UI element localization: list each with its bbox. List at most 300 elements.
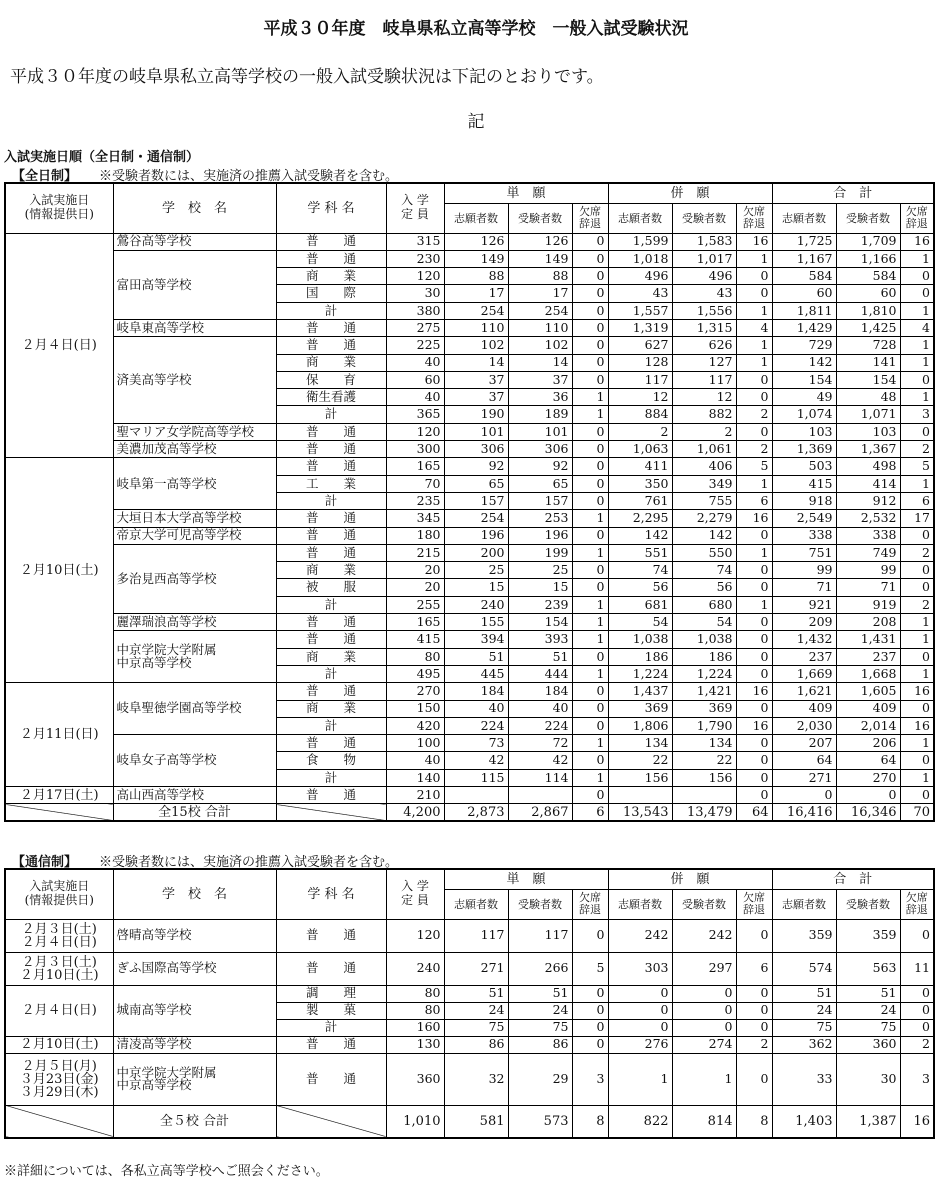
s3-cell: 0 — [572, 423, 608, 440]
s2-cell: 393 — [508, 631, 572, 648]
t1-cell: 60 — [772, 285, 836, 302]
s3-cell: 1 — [572, 665, 608, 682]
s2-cell: 157 — [508, 492, 572, 509]
table-row — [5, 787, 934, 804]
s3-cell: 5 — [572, 952, 608, 985]
department-cell: 普 通 — [276, 683, 386, 700]
school-name-cell: 城南高等学校 — [113, 985, 276, 1036]
h3-cell: 0 — [736, 371, 772, 388]
t1-cell: 75 — [772, 1019, 836, 1036]
h2-cell: 242 — [672, 919, 736, 952]
s2-cell: 40 — [508, 700, 572, 717]
t2-total-cell: 16,346 — [836, 804, 900, 821]
h3-cell: 4 — [736, 319, 772, 336]
t3-cell: 1 — [900, 250, 934, 267]
s1-cell: 200 — [444, 544, 508, 561]
h3-cell: 0 — [736, 752, 772, 769]
t1-cell: 71 — [772, 579, 836, 596]
s3-cell: 0 — [572, 250, 608, 267]
h1-cell: 1,018 — [608, 250, 672, 267]
combined-applicants-header: 志願者数 — [608, 203, 672, 233]
t1-cell: 751 — [772, 544, 836, 561]
s1-cell: 224 — [444, 717, 508, 734]
total-label-cell: 全５校 合計 — [113, 1105, 276, 1138]
cap-cell: 235 — [386, 492, 444, 509]
s3-cell: 0 — [572, 1036, 608, 1053]
single-examinees-header: 受験者数 — [508, 889, 572, 919]
h1-cell: 1,557 — [608, 302, 672, 319]
t1-cell: 338 — [772, 527, 836, 544]
h1-cell: 1 — [608, 1053, 672, 1105]
school-name-cell: 高山西高等学校 — [113, 787, 276, 804]
s3-cell: 0 — [572, 527, 608, 544]
cap-cell: 40 — [386, 354, 444, 371]
s2-cell: 254 — [508, 302, 572, 319]
total-header: 合 計 — [772, 183, 934, 203]
h1-cell: 12 — [608, 389, 672, 406]
t3-cell: 6 — [900, 492, 934, 509]
t2-cell: 359 — [836, 919, 900, 952]
cap-cell: 215 — [386, 544, 444, 561]
s1-cell: 86 — [444, 1036, 508, 1053]
cap-cell: 80 — [386, 1002, 444, 1019]
combined-absent-header: 欠席 辞退 — [736, 203, 772, 233]
s2-cell: 14 — [508, 354, 572, 371]
t3-cell: 2 — [900, 544, 934, 561]
h3-cell: 0 — [736, 648, 772, 665]
cap-cell: 210 — [386, 787, 444, 804]
h2-cell: 54 — [672, 614, 736, 631]
h3-cell: 1 — [736, 475, 772, 492]
t2-cell: 141 — [836, 354, 900, 371]
cap-cell: 380 — [386, 302, 444, 319]
total-examinees-header: 受験者数 — [836, 889, 900, 919]
cap-cell: 140 — [386, 769, 444, 786]
h1-cell: 627 — [608, 337, 672, 354]
footer-note: ※詳細については、各私立高等学校へご照会ください。 — [4, 1164, 329, 1179]
s1-cell: 25 — [444, 562, 508, 579]
school-name-cell: 多治見西高等学校 — [113, 544, 276, 613]
s1-cell: 149 — [444, 250, 508, 267]
correspondence-title: 【通信制】 — [12, 855, 78, 870]
t2-cell: 1,668 — [836, 665, 900, 682]
h3-cell: 6 — [736, 952, 772, 985]
h1-cell: 128 — [608, 354, 672, 371]
t3-cell: 1 — [900, 337, 934, 354]
h3-cell: 0 — [736, 1019, 772, 1036]
h1-cell: 1,599 — [608, 233, 672, 250]
s2-cell: 65 — [508, 475, 572, 492]
single-header: 単 願 — [444, 869, 608, 889]
s1-cell: 196 — [444, 527, 508, 544]
s1-cell: 65 — [444, 475, 508, 492]
t1-cell: 0 — [772, 787, 836, 804]
t3-cell: 17 — [900, 510, 934, 527]
school-name-cell: 聖マリア女学院高等学校 — [113, 423, 276, 440]
s1-total-cell: 581 — [444, 1105, 508, 1138]
t3-cell: 11 — [900, 952, 934, 985]
s3-cell: 1 — [572, 631, 608, 648]
t3-cell: 2 — [900, 596, 934, 613]
cap-cell: 495 — [386, 665, 444, 682]
t1-cell: 1,167 — [772, 250, 836, 267]
t1-cell: 103 — [772, 423, 836, 440]
s1-cell: 42 — [444, 752, 508, 769]
t2-cell: 0 — [836, 787, 900, 804]
s3-cell: 0 — [572, 458, 608, 475]
h3-cell: 0 — [736, 665, 772, 682]
department-cell: 商 業 — [276, 648, 386, 665]
department-cell: 計 — [276, 302, 386, 319]
s3-cell: 0 — [572, 717, 608, 734]
t3-cell: 0 — [900, 752, 934, 769]
exam-date-cell: ２月10日(土) — [5, 458, 113, 683]
h1-cell: 22 — [608, 752, 672, 769]
h2-cell: 349 — [672, 475, 736, 492]
t3-cell: 0 — [900, 787, 934, 804]
cap-cell: 160 — [386, 1019, 444, 1036]
h2-total-cell: 814 — [672, 1105, 736, 1138]
exam-date-cell: ２月10日(土) — [5, 1036, 113, 1053]
h3-cell: 0 — [736, 769, 772, 786]
s3-cell: 0 — [572, 268, 608, 285]
s2-cell: 444 — [508, 665, 572, 682]
exam-date-cell: ２月３日(土) ２月４日(日) — [5, 919, 113, 952]
h3-cell: 0 — [736, 631, 772, 648]
s3-cell: 0 — [572, 285, 608, 302]
header-row — [5, 869, 934, 889]
h1-cell: 303 — [608, 952, 672, 985]
s3-cell: 0 — [572, 919, 608, 952]
cap-cell: 420 — [386, 717, 444, 734]
h2-cell: 56 — [672, 579, 736, 596]
s3-cell: 0 — [572, 302, 608, 319]
s3-cell: 1 — [572, 406, 608, 423]
h2-cell: 127 — [672, 354, 736, 371]
cap-cell: 270 — [386, 683, 444, 700]
department-cell: 商 業 — [276, 354, 386, 371]
cap-total-cell: 1,010 — [386, 1105, 444, 1138]
cap-cell: 345 — [386, 510, 444, 527]
s3-cell: 0 — [572, 985, 608, 1002]
s3-cell: 1 — [572, 769, 608, 786]
t2-total-cell: 1,387 — [836, 1105, 900, 1138]
t1-cell: 33 — [772, 1053, 836, 1105]
school-name-cell: 大垣日本大学高等学校 — [113, 510, 276, 527]
s3-cell: 1 — [572, 614, 608, 631]
h1-cell: 117 — [608, 371, 672, 388]
table-row — [5, 952, 934, 985]
school-name-cell: 岐阜東高等学校 — [113, 319, 276, 336]
h1-cell: 1,224 — [608, 665, 672, 682]
department-cell: 工 業 — [276, 475, 386, 492]
h1-cell: 276 — [608, 1036, 672, 1053]
section-heading: 入試実施日順（全日制・通信制） — [4, 150, 200, 165]
s2-cell: 199 — [508, 544, 572, 561]
s1-cell: 271 — [444, 952, 508, 985]
header-row — [5, 183, 934, 203]
exam-date-cell: ２月４日(日) — [5, 985, 113, 1036]
h1-cell: 350 — [608, 475, 672, 492]
table-row — [5, 441, 934, 458]
t2-cell: 409 — [836, 700, 900, 717]
h2-cell — [672, 787, 736, 804]
t3-cell: 2 — [900, 1036, 934, 1053]
exam-date-cell: ２月５日(月) ３月23日(金) ３月29日(木) — [5, 1053, 113, 1105]
h1-cell: 1,063 — [608, 441, 672, 458]
department-cell: 普 通 — [276, 952, 386, 985]
h1-total-cell: 822 — [608, 1105, 672, 1138]
s1-cell: 40 — [444, 700, 508, 717]
t2-cell: 206 — [836, 735, 900, 752]
h1-cell: 2 — [608, 423, 672, 440]
cap-cell: 415 — [386, 631, 444, 648]
combined-applicants-header: 志願者数 — [608, 889, 672, 919]
table-row — [5, 458, 934, 475]
h2-cell: 1 — [672, 1053, 736, 1105]
table-row — [5, 919, 934, 952]
s1-cell: 15 — [444, 579, 508, 596]
h2-cell: 1,224 — [672, 665, 736, 682]
t1-cell: 409 — [772, 700, 836, 717]
h1-cell: 1,319 — [608, 319, 672, 336]
school-header: 学 校 名 — [113, 183, 276, 233]
t3-total-cell: 70 — [900, 804, 934, 821]
h1-cell: 761 — [608, 492, 672, 509]
t2-cell: 60 — [836, 285, 900, 302]
table-row — [5, 1036, 934, 1053]
t3-cell: 3 — [900, 1053, 934, 1105]
s2-cell: 102 — [508, 337, 572, 354]
s2-cell: 224 — [508, 717, 572, 734]
cap-cell: 150 — [386, 700, 444, 717]
combined-examinees-header: 受験者数 — [672, 203, 736, 233]
cap-cell: 225 — [386, 337, 444, 354]
s1-cell: 32 — [444, 1053, 508, 1105]
s1-cell: 51 — [444, 985, 508, 1002]
cap-cell: 130 — [386, 1036, 444, 1053]
t3-cell: 0 — [900, 648, 934, 665]
s3-cell: 0 — [572, 700, 608, 717]
cap-total-cell: 4,200 — [386, 804, 444, 821]
table-row — [5, 250, 934, 267]
s3-cell: 0 — [572, 337, 608, 354]
t1-cell: 237 — [772, 648, 836, 665]
h1-cell: 0 — [608, 1019, 672, 1036]
school-name-cell: ぎふ国際高等学校 — [113, 952, 276, 985]
diagonal-cell — [5, 804, 113, 821]
department-cell: 普 通 — [276, 787, 386, 804]
s3-cell: 0 — [572, 1019, 608, 1036]
h3-cell: 5 — [736, 458, 772, 475]
s1-cell: 73 — [444, 735, 508, 752]
department-cell: 製 菓 — [276, 1002, 386, 1019]
cap-cell: 360 — [386, 1053, 444, 1105]
h3-cell: 0 — [736, 735, 772, 752]
s3-cell: 1 — [572, 389, 608, 406]
h2-cell: 755 — [672, 492, 736, 509]
s2-cell: 154 — [508, 614, 572, 631]
s2-total-cell: 573 — [508, 1105, 572, 1138]
t1-cell: 24 — [772, 1002, 836, 1019]
t2-cell: 154 — [836, 371, 900, 388]
department-cell: 普 通 — [276, 423, 386, 440]
school-name-cell: 済美高等学校 — [113, 337, 276, 423]
h3-cell: 0 — [736, 562, 772, 579]
s3-total-cell: 8 — [572, 1105, 608, 1138]
h2-cell: 1,556 — [672, 302, 736, 319]
school-header: 学 校 名 — [113, 869, 276, 919]
h3-cell: 16 — [736, 233, 772, 250]
s3-cell: 0 — [572, 475, 608, 492]
department-cell: 普 通 — [276, 458, 386, 475]
dept-header: 学 科 名 — [276, 183, 386, 233]
t1-cell: 51 — [772, 985, 836, 1002]
h3-cell: 16 — [736, 717, 772, 734]
page-title: 平成３０年度 岐阜県私立高等学校 一般入試受験状況 — [263, 19, 689, 39]
s3-cell: 0 — [572, 579, 608, 596]
h3-cell: 1 — [736, 337, 772, 354]
department-cell: 計 — [276, 665, 386, 682]
h1-cell: 156 — [608, 769, 672, 786]
s2-cell: 306 — [508, 441, 572, 458]
s1-cell: 254 — [444, 302, 508, 319]
ki-mark: 記 — [467, 112, 485, 132]
h2-cell: 1,038 — [672, 631, 736, 648]
single-applicants-header: 志願者数 — [444, 889, 508, 919]
t2-cell: 1,605 — [836, 683, 900, 700]
cap-cell: 80 — [386, 985, 444, 1002]
h2-cell: 1,583 — [672, 233, 736, 250]
s3-cell: 0 — [572, 648, 608, 665]
total-row — [5, 1105, 934, 1138]
t2-cell: 64 — [836, 752, 900, 769]
school-name-cell: 麗澤瑞浪高等学校 — [113, 614, 276, 631]
cap-cell: 240 — [386, 952, 444, 985]
t1-cell: 1,725 — [772, 233, 836, 250]
h2-cell: 0 — [672, 1002, 736, 1019]
h3-cell: 0 — [736, 787, 772, 804]
s3-cell: 0 — [572, 441, 608, 458]
t3-cell: 1 — [900, 735, 934, 752]
t2-cell: 749 — [836, 544, 900, 561]
s1-cell: 254 — [444, 510, 508, 527]
s1-cell: 155 — [444, 614, 508, 631]
h2-cell: 297 — [672, 952, 736, 985]
s1-cell — [444, 787, 508, 804]
t1-cell: 209 — [772, 614, 836, 631]
h1-cell: 496 — [608, 268, 672, 285]
h1-cell — [608, 787, 672, 804]
t1-cell: 1,074 — [772, 406, 836, 423]
h3-cell: 0 — [736, 1053, 772, 1105]
school-name-cell: 岐阜聖徳学園高等学校 — [113, 683, 276, 735]
s3-cell: 0 — [572, 787, 608, 804]
s1-cell: 17 — [444, 285, 508, 302]
t2-cell: 75 — [836, 1019, 900, 1036]
s1-cell: 92 — [444, 458, 508, 475]
t1-cell: 584 — [772, 268, 836, 285]
t1-total-cell: 16,416 — [772, 804, 836, 821]
cap-cell: 100 — [386, 735, 444, 752]
department-cell: 普 通 — [276, 631, 386, 648]
s3-cell: 1 — [572, 510, 608, 527]
t2-cell: 1,709 — [836, 233, 900, 250]
cap-cell: 40 — [386, 389, 444, 406]
t1-cell: 207 — [772, 735, 836, 752]
department-cell: 食 物 — [276, 752, 386, 769]
full-time-table — [4, 182, 935, 822]
h1-cell: 551 — [608, 544, 672, 561]
h2-total-cell: 13,479 — [672, 804, 736, 821]
t2-cell: 1,810 — [836, 302, 900, 319]
h1-cell: 681 — [608, 596, 672, 613]
s3-cell: 0 — [572, 354, 608, 371]
t1-cell: 142 — [772, 354, 836, 371]
s1-cell: 102 — [444, 337, 508, 354]
school-name-cell: 岐阜女子高等学校 — [113, 735, 276, 787]
department-cell: 普 通 — [276, 510, 386, 527]
department-cell: 衛生看護 — [276, 389, 386, 406]
t3-cell: 0 — [900, 1002, 934, 1019]
total-examinees-header: 受験者数 — [836, 203, 900, 233]
h2-cell: 12 — [672, 389, 736, 406]
s2-cell: 266 — [508, 952, 572, 985]
t2-cell: 1,425 — [836, 319, 900, 336]
h2-cell: 134 — [672, 735, 736, 752]
s1-cell: 394 — [444, 631, 508, 648]
t3-cell: 0 — [900, 268, 934, 285]
total-applicants-header: 志願者数 — [772, 889, 836, 919]
t3-cell: 0 — [900, 985, 934, 1002]
cap-cell: 180 — [386, 527, 444, 544]
s3-cell: 0 — [572, 233, 608, 250]
single-absent-header: 欠席 辞退 — [572, 203, 608, 233]
table-row — [5, 735, 934, 752]
table-row — [5, 423, 934, 440]
s3-cell: 0 — [572, 492, 608, 509]
t2-cell: 912 — [836, 492, 900, 509]
single-absent-header: 欠席 辞退 — [572, 889, 608, 919]
cap-cell: 60 — [386, 371, 444, 388]
t2-cell: 498 — [836, 458, 900, 475]
date-header: 入試実施日 (情報提供日) — [5, 183, 113, 233]
h2-cell: 117 — [672, 371, 736, 388]
t2-cell: 1,431 — [836, 631, 900, 648]
date-header: 入試実施日 (情報提供日) — [5, 869, 113, 919]
exam-date-cell: ２月11日(日) — [5, 683, 113, 787]
diagonal-cell — [5, 1105, 113, 1138]
t1-cell: 1,429 — [772, 319, 836, 336]
t2-cell: 919 — [836, 596, 900, 613]
s1-cell: 115 — [444, 769, 508, 786]
s1-cell: 117 — [444, 919, 508, 952]
department-cell: 普 通 — [276, 319, 386, 336]
h2-cell: 550 — [672, 544, 736, 561]
t2-cell: 414 — [836, 475, 900, 492]
s3-cell: 0 — [572, 752, 608, 769]
full-time-title: 【全日制】 — [12, 169, 78, 184]
department-cell: 普 通 — [276, 441, 386, 458]
table-row — [5, 985, 934, 1002]
department-cell: 調 理 — [276, 985, 386, 1002]
department-cell: 普 通 — [276, 544, 386, 561]
h3-cell: 1 — [736, 544, 772, 561]
s3-cell: 1 — [572, 735, 608, 752]
s2-cell: 75 — [508, 1019, 572, 1036]
s3-cell: 1 — [572, 596, 608, 613]
s3-cell: 0 — [572, 683, 608, 700]
